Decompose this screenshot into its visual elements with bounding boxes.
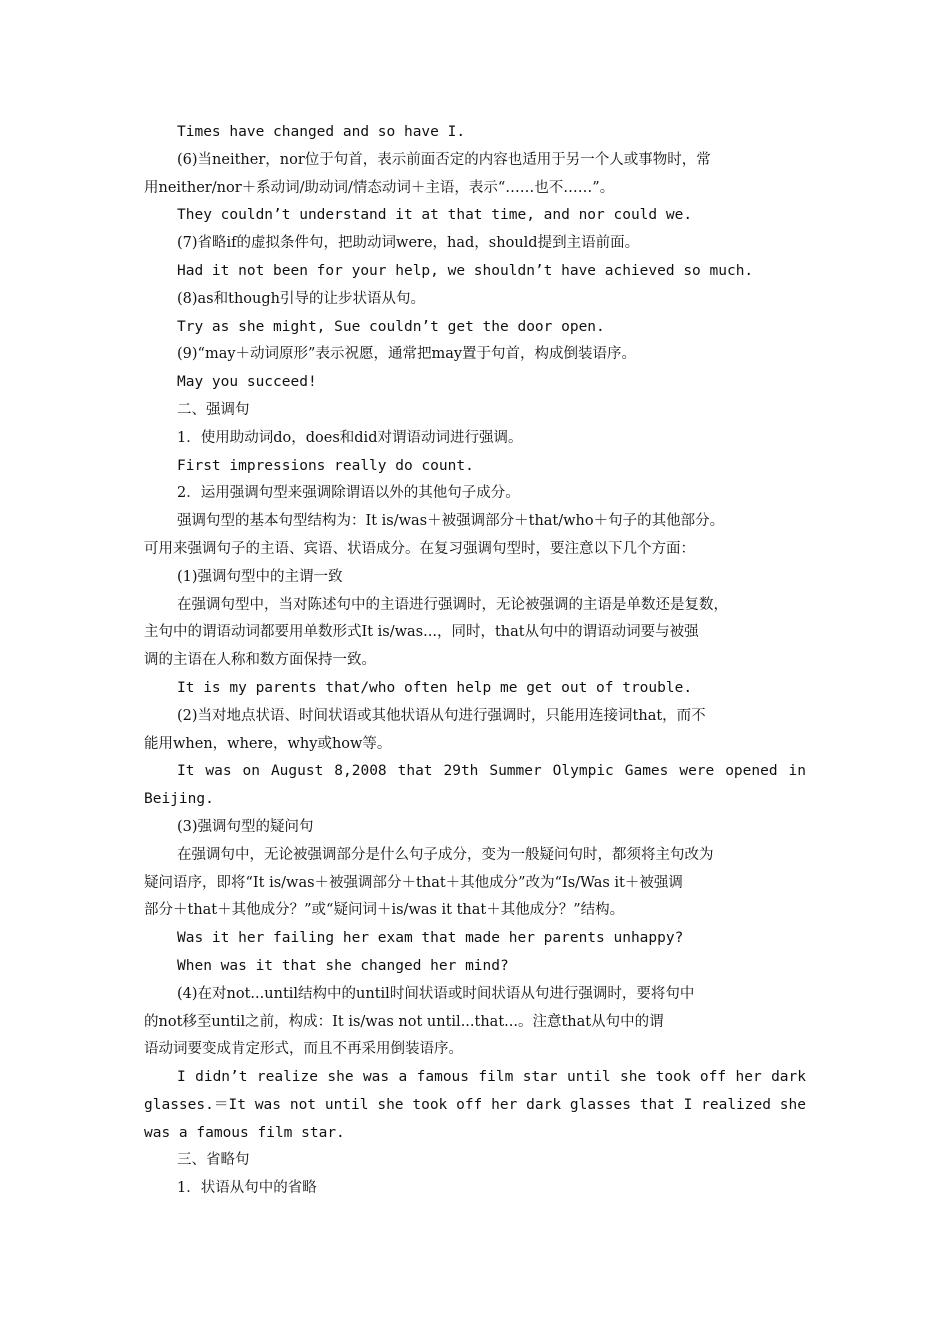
rule-item-6: (6)当neither，nor位于句首，表示前面否定的内容也适用于另一个人或事物时，常	[177, 151, 711, 168]
paragraph-line: 调的主语在人称和数方面保持一致。	[144, 652, 376, 669]
paragraph-line: 语动词要变成肯定形式，而且不再采用倒装语序。	[144, 1041, 463, 1058]
example-sentence-cont: glasses.＝It was not until she took off her dark glasses that I realized she	[144, 1096, 806, 1113]
emphasis-point-1: 1．使用助动词do，does和did对谓语动词进行强调。	[177, 429, 523, 446]
rule-item-6-cont: 用neither/nor＋系动词/助动词/情态动词＋主语，表示“……也不……”。	[144, 179, 615, 196]
rule-item-9: (9)“may＋动词原形”表示祝愿，通常把may置于句首，构成倒装语序。	[177, 346, 637, 363]
example-sentence: Had it not been for your help, we shouldn’t have achieved so much.	[177, 262, 754, 279]
sub-heading-4: (4)在对not...until结构中的until时间状语或时间状语从句进行强调时，要将句中	[177, 985, 695, 1002]
example-sentence: It is my parents that/who often help me get out of trouble.	[177, 679, 693, 696]
example-sentence: Times have changed and so have I.	[177, 124, 466, 140]
paragraph-line: 在强调句中，无论被强调部分是什么句子成分，变为一般疑问句时，都须将主句改为	[177, 846, 714, 863]
example-sentence: It was on August 8,2008 that 29th Summer Olympic Games were opened in	[177, 763, 806, 780]
paragraph-line: 疑问语序，即将“It is/was＋被强调部分＋that＋其他成分”改为“Is/Was it＋被强调	[144, 874, 683, 891]
paragraph-line: 强调句型的基本句型结构为：It is/was＋被强调部分＋that/who＋句子的其他部分。	[177, 513, 725, 530]
example-sentence: First impressions really do count.	[177, 457, 474, 474]
example-sentence: May you succeed!	[177, 374, 317, 391]
example-sentence-cont: was a famous film star.	[144, 1124, 345, 1141]
section-heading-emphasis: 二、强调句	[177, 401, 250, 418]
example-sentence: They couldn’t understand it at that time, and nor could we.	[177, 207, 693, 224]
paragraph-line: 主句中的谓语动词都要用单数形式It is/was...，同时，that从句中的谓语动词要与被强	[144, 624, 699, 641]
example-sentence-cont: Beijing.	[144, 791, 214, 808]
example-sentence: When was it that she changed her mind?	[177, 957, 509, 974]
rule-item-8: (8)as和though引导的让步状语从句。	[177, 290, 425, 307]
example-sentence: Was it her failing her exam that made her parents unhappy?	[177, 930, 684, 947]
sub-heading-3: (3)强调句型的疑问句	[177, 818, 314, 835]
paragraph-line: 能用when，where，why或how等。	[144, 735, 392, 752]
section-heading-ellipsis: 三、省略句	[177, 1152, 250, 1169]
paragraph-line: 部分＋that＋其他成分？”或“疑问词＋is/was it that＋其他成分？”结构。	[144, 902, 625, 919]
ellipsis-point-1: 1．状语从句中的省略	[177, 1180, 317, 1197]
paragraph-line: 在强调句型中，当对陈述句中的主语进行强调时，无论被强调的主语是单数还是复数，	[177, 596, 728, 613]
example-sentence: I didn’t realize she was a famous film star until she took off her dark	[177, 1069, 806, 1086]
paragraph-line: 的not移至until之前，构成：It is/was not until...that...。注意that从句中的谓	[144, 1013, 664, 1030]
emphasis-point-2: 2．运用强调句型来强调除谓语以外的其他句子成分。	[177, 485, 520, 502]
sub-heading-1: (1)强调句型中的主谓一致	[177, 568, 343, 585]
example-sentence: Try as she might, Sue couldn’t get the door open.	[177, 318, 605, 335]
sub-heading-2: (2)当对地点状语、时间状语或其他状语从句进行强调时，只能用连接词that，而不	[177, 707, 706, 724]
paragraph-line: 可用来强调句子的主语、宾语、状语成分。在复习强调句型时，要注意以下几个方面：	[144, 540, 695, 557]
rule-item-7: (7)省略if的虚拟条件句，把助动词were，had，should提到主语前面。	[177, 235, 640, 252]
document-body	[144, 119, 806, 1203]
